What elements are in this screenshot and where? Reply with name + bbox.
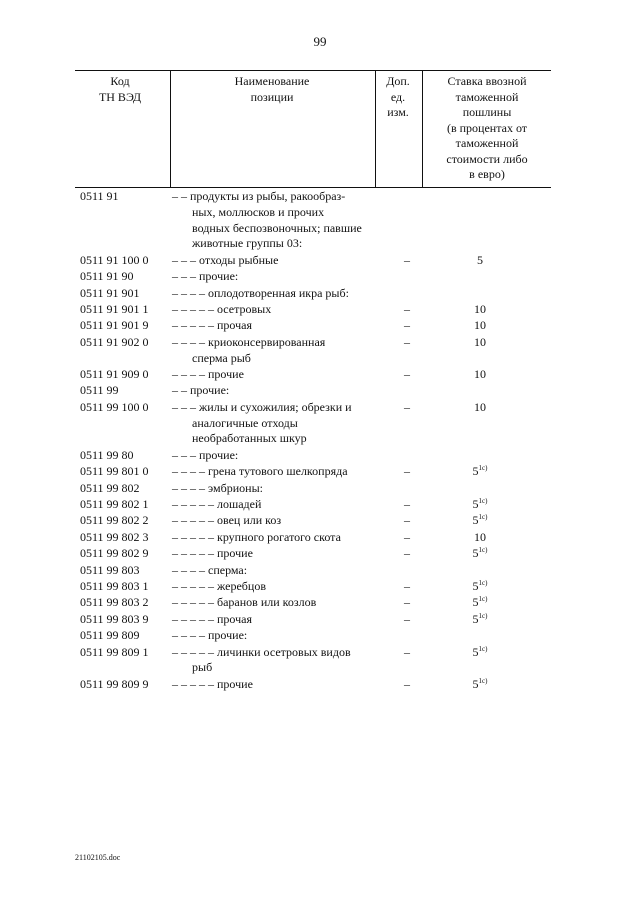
rate-footnote-mark: 1c) [478, 676, 488, 685]
row-code: 0511 99 80 [80, 447, 134, 462]
row-code: 0511 91 902 0 [80, 334, 149, 349]
row-name-line: – – – – – овец или коз [172, 513, 282, 528]
row-name [172, 383, 372, 399]
row-name-line: рыб [192, 660, 213, 675]
row-name [172, 400, 372, 447]
row-code: 0511 99 809 1 [80, 644, 149, 659]
row-rate [440, 253, 520, 269]
row-unit: – [404, 546, 410, 561]
table-top-rule [75, 70, 551, 71]
row-unit: – [404, 611, 410, 626]
row-name-line: – – – – сперма: [172, 562, 248, 577]
row-code: 0511 99 802 3 [80, 529, 149, 544]
row-rate [440, 595, 520, 611]
row-code: 0511 99 100 0 [80, 399, 149, 414]
row-unit: – [404, 367, 410, 381]
row-code: 0511 91 901 9 [80, 318, 149, 333]
row-name-line: аналогичные отходы [192, 415, 298, 430]
row-name [172, 367, 372, 383]
header-name: Наименование позиции [234, 74, 310, 104]
rate-value: 5 [472, 644, 479, 659]
row-rate [440, 464, 520, 480]
row-unit: – [404, 464, 410, 479]
row-name [172, 481, 372, 497]
row-name [172, 269, 372, 285]
row-unit: – [404, 399, 410, 414]
row-code: 0511 99 809 9 [80, 676, 149, 691]
row-unit: – [404, 644, 410, 659]
row-name-line: – – – – – прочие [172, 676, 253, 691]
rate-value: 5 [472, 676, 479, 691]
rate-value: 5 [472, 464, 479, 479]
table-row [0, 448, 640, 464]
table-row [0, 189, 640, 252]
footer-filename: 21102105.doc [75, 853, 121, 862]
page-number: 99 [313, 34, 327, 49]
rate-value: 5 [472, 546, 479, 561]
row-code: 0511 99 803 9 [80, 611, 149, 626]
rate-footnote-mark: 1c) [478, 595, 488, 604]
table-row [0, 563, 640, 579]
row-name-line: – – – – прочие [172, 367, 244, 381]
rate-footnote-mark: 1c) [478, 497, 488, 505]
table-row [0, 367, 640, 383]
row-unit: – [404, 676, 410, 691]
row-unit: – [404, 497, 410, 511]
table-row [0, 645, 640, 677]
row-unit: – [404, 595, 410, 610]
row-name-line: – – – – – прочая [172, 318, 252, 333]
table-row [0, 497, 640, 513]
row-rate [440, 400, 520, 416]
row-rate [440, 645, 520, 661]
table-row [0, 513, 640, 529]
row-rate [440, 530, 520, 546]
row-name [172, 318, 372, 334]
row-name-line: сперма рыб [192, 350, 251, 365]
row-code: 0511 91 90 [80, 269, 134, 284]
header-code: Код ТН ВЭД [98, 74, 142, 104]
row-code: 0511 91 909 0 [80, 367, 149, 381]
row-rate [440, 513, 520, 529]
table-row [0, 269, 640, 285]
row-code: 0511 91 901 [80, 285, 140, 300]
row-unit: – [404, 302, 410, 316]
rate-value: 5 [472, 497, 479, 511]
rate-footnote-mark: 1c) [478, 611, 488, 620]
row-name-line: – – – прочие: [172, 447, 239, 462]
row-name-line: – – – – – осетровых [172, 302, 272, 316]
row-code: 0511 99 802 9 [80, 546, 149, 561]
row-code: 0511 99 801 0 [80, 464, 149, 479]
row-code: 0511 99 803 [80, 562, 140, 577]
rate-value: 10 [474, 318, 486, 333]
table-row [0, 383, 640, 399]
rate-value: 10 [474, 302, 486, 316]
row-unit: – [404, 334, 410, 349]
table-row [0, 335, 640, 367]
rate-footnote-mark: 1c) [478, 579, 488, 587]
row-unit: – [404, 318, 410, 333]
row-rate [440, 335, 520, 351]
header-unit: Доп. ед. изм. [386, 74, 410, 119]
table-row [0, 612, 640, 628]
row-name-line: – – – – – крупного рогатого скота [172, 529, 341, 544]
row-name-line: – – – – – жеребцов [172, 579, 266, 593]
row-code: 0511 99 802 1 [80, 497, 149, 511]
rate-value: 5 [472, 611, 479, 626]
row-name [172, 546, 372, 562]
rate-footnote-mark: 1c) [478, 513, 488, 522]
row-name-line: – – – – – лошадей [172, 497, 262, 511]
rate-value: 5 [472, 579, 479, 593]
table-row [0, 595, 640, 611]
row-code: 0511 91 100 0 [80, 252, 149, 267]
rate-footnote-mark: 1c) [478, 546, 488, 555]
row-name-line: – – – отходы рыбные [172, 252, 279, 267]
table-row [0, 302, 640, 318]
row-rate [440, 318, 520, 334]
row-name-line: необработанных шкур [192, 431, 307, 446]
rate-value: 5 [472, 595, 479, 610]
row-name [172, 595, 372, 611]
row-name-line: – – – – – баранов или козлов [172, 595, 317, 610]
table-row [0, 530, 640, 546]
rate-value: 10 [474, 367, 486, 381]
table-row [0, 286, 640, 302]
row-name-line: – – – жилы и сухожилия; обрезки и [172, 399, 352, 414]
row-name-line: – – – прочие: [172, 269, 239, 284]
column-divider [170, 70, 171, 187]
row-rate [440, 579, 520, 595]
table-row [0, 628, 640, 644]
row-unit: – [404, 579, 410, 593]
row-name [172, 464, 372, 480]
row-rate [440, 497, 520, 513]
table-row [0, 481, 640, 497]
row-code: 0511 99 802 2 [80, 513, 149, 528]
table-row [0, 400, 640, 447]
row-name [172, 189, 372, 252]
row-name [172, 530, 372, 546]
row-name-line: ных, моллюсков и прочих [192, 204, 325, 219]
row-rate [440, 367, 520, 383]
row-name [172, 448, 372, 464]
rate-value: 5 [472, 513, 479, 528]
row-name [172, 628, 372, 644]
table-row [0, 253, 640, 269]
row-name [172, 677, 372, 693]
row-name [172, 612, 372, 628]
row-name-line: – – прочие: [172, 383, 230, 398]
row-name-line: животные группы 03: [192, 236, 303, 251]
column-divider [375, 70, 376, 187]
table-row [0, 318, 640, 334]
row-name-line: водных беспозвоночных; павшие [192, 220, 362, 235]
header-rate: Ставка ввозной таможенной пошлины (в процентах от таможенной стоимости либо в евро) [446, 74, 528, 181]
row-rate [440, 677, 520, 693]
row-name [172, 302, 372, 318]
rate-footnote-mark: 1c) [478, 644, 488, 653]
row-rate [440, 612, 520, 628]
row-unit: – [404, 252, 410, 267]
rate-value: 10 [474, 529, 486, 544]
row-name-line: – – – – – прочая [172, 611, 252, 626]
rate-value: 5 [477, 252, 483, 267]
row-name [172, 645, 372, 677]
row-name-line: – – – – прочие: [172, 628, 248, 643]
table-row [0, 677, 640, 693]
table-row [0, 464, 640, 480]
rate-footnote-mark: 1c) [478, 464, 488, 473]
column-divider [422, 70, 423, 187]
row-name [172, 253, 372, 269]
row-rate [440, 546, 520, 562]
row-unit: – [404, 513, 410, 528]
row-unit: – [404, 529, 410, 544]
row-code: 0511 99 802 [80, 480, 140, 495]
row-code: 0511 91 901 1 [80, 302, 149, 316]
row-name-line: – – – – – личинки осетровых видов [172, 644, 351, 659]
rate-value: 10 [474, 399, 486, 414]
row-name-line: – – – – оплодотворенная икра рыб: [172, 285, 349, 300]
row-code: 0511 99 [80, 383, 119, 398]
row-name [172, 579, 372, 595]
table-row [0, 546, 640, 562]
row-name-line: – – – – – прочие [172, 546, 253, 561]
row-code: 0511 91 [80, 189, 119, 203]
table-header-rule [75, 187, 551, 188]
row-code: 0511 99 803 1 [80, 579, 149, 593]
row-name [172, 563, 372, 579]
row-name [172, 286, 372, 302]
row-name [172, 335, 372, 367]
row-name [172, 513, 372, 529]
row-code: 0511 99 803 2 [80, 595, 149, 610]
row-code: 0511 99 809 [80, 628, 140, 643]
row-name-line: – – продукты из рыбы, ракообраз- [172, 189, 346, 203]
row-name-line: – – – – эмбрионы: [172, 480, 263, 495]
row-name [172, 497, 372, 513]
row-rate [440, 302, 520, 318]
row-name-line: – – – – криоконсервированная [172, 334, 326, 349]
row-name-line: – – – – грена тутового шелкопряда [172, 464, 348, 479]
rate-value: 10 [474, 334, 486, 349]
table-row [0, 579, 640, 595]
